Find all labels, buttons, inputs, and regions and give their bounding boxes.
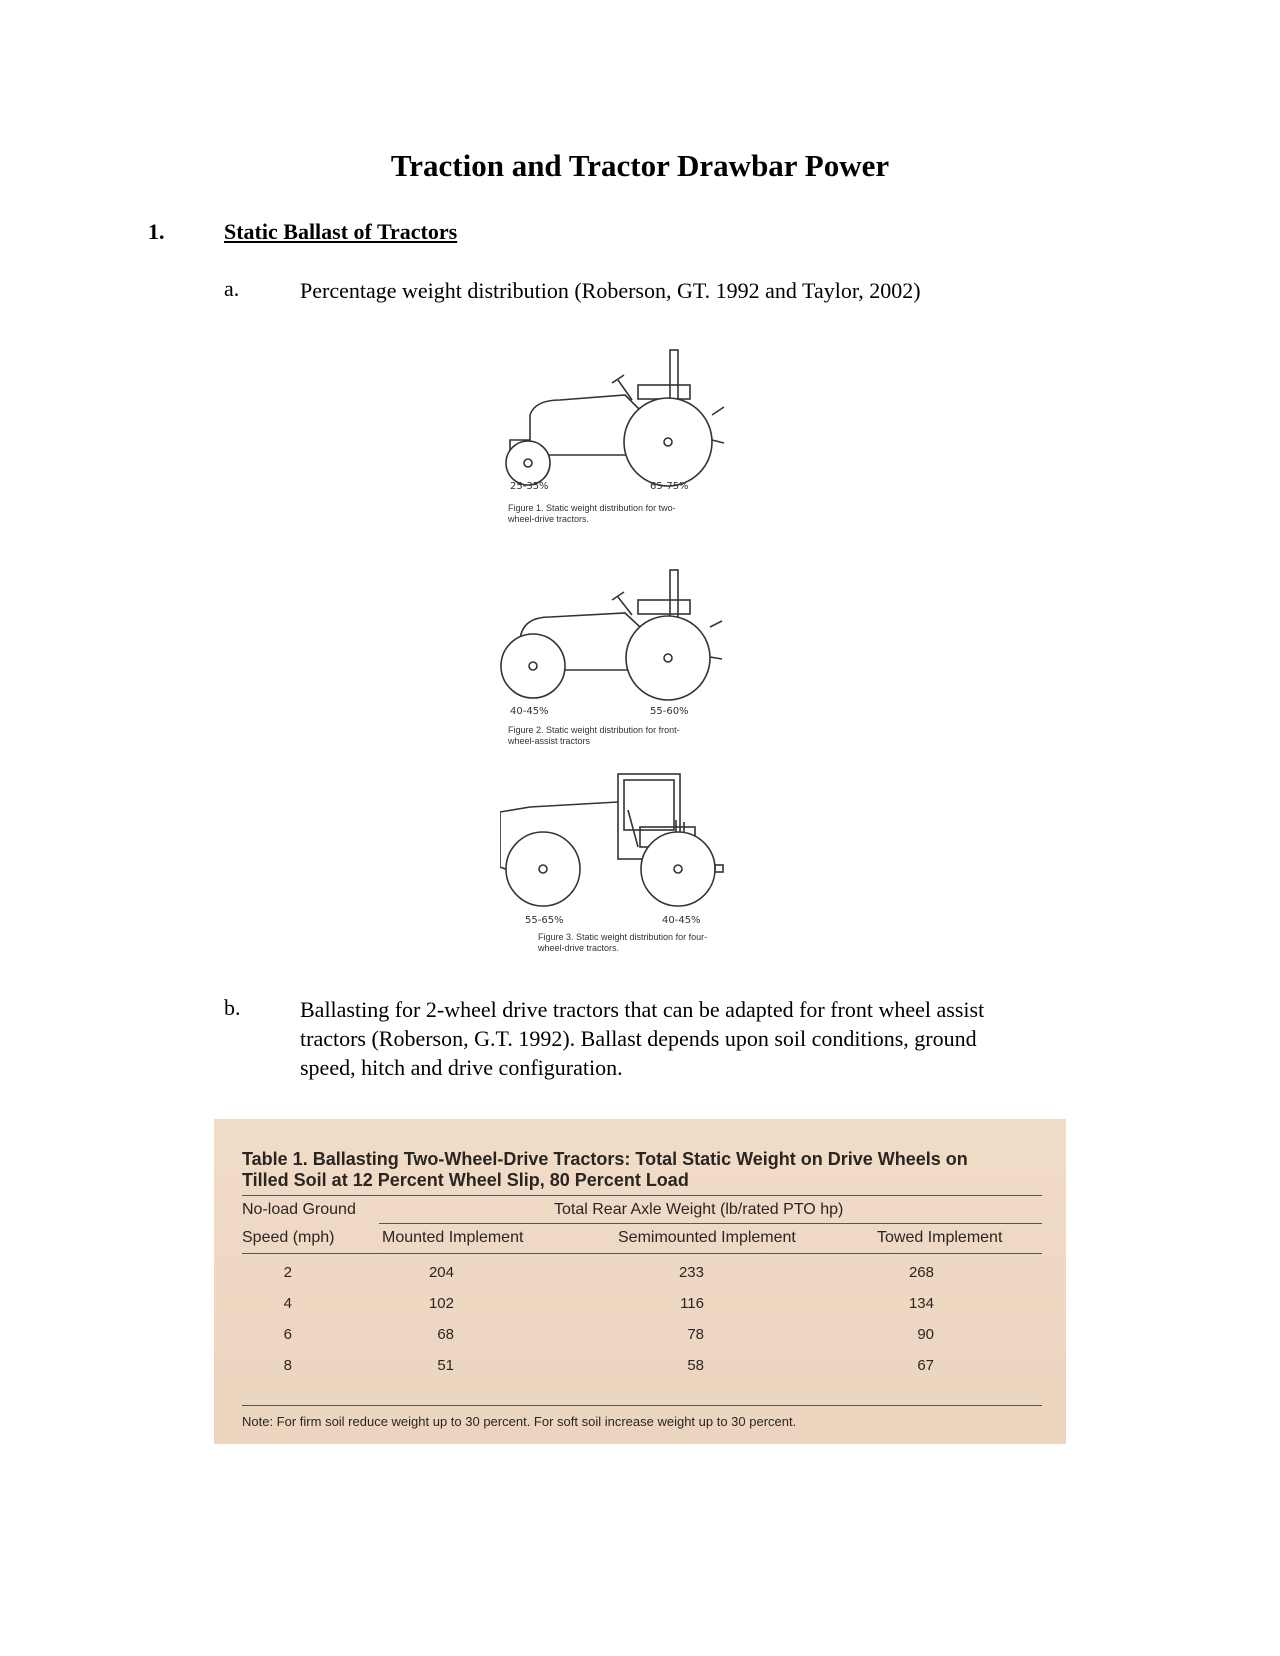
section-title: Static Ballast of Tractors: [224, 219, 458, 244]
cell-mounted: 102: [428, 1295, 454, 1312]
cell-speed: 6: [283, 1326, 292, 1343]
item-b-label: b.: [224, 995, 241, 1020]
cell-mounted: 51: [437, 1357, 454, 1374]
table-title: Table 1. Ballasting Two-Wheel-Drive Tractors: Total Static Weight on Drive Wheels on Tilled Soil at 12 Percent Wheel Slip, 80 Percent Load: [242, 1149, 968, 1190]
cell-semimounted: 233: [678, 1264, 704, 1281]
rear-axle-percent: 65-75%: [650, 481, 689, 492]
cell-mounted: 204: [428, 1264, 454, 1281]
item-b-text: Ballasting for 2-wheel drive tractors that can be adapted for front wheel assist tractors (Roberson, G.T. 1992). Ballast depends upon soil conditions, ground speed, hitch and drive configuration.: [300, 997, 985, 1080]
figure-two-wheel-drive: [500, 345, 770, 560]
header-towed-implement: Towed Implement: [877, 1229, 1003, 1246]
rear-axle-percent: 55-60%: [650, 706, 689, 717]
table-top-rule: [242, 1195, 1042, 1196]
front-axle-percent: 25-35%: [510, 481, 549, 492]
figure-caption: Figure 2. Static weight distribution for front- wheel-assist tractors: [508, 725, 680, 746]
group-header-rule: [379, 1223, 1042, 1224]
table-bottom-rule: [242, 1405, 1042, 1406]
page-title: Traction and Tractor Drawbar Power: [390, 148, 890, 183]
item-a-text: Percentage weight distribution (Roberson, GT. 1992 and Taylor, 2002): [300, 278, 921, 303]
cell-mounted: 68: [437, 1326, 454, 1343]
cell-semimounted: 78: [687, 1326, 704, 1343]
figure-four-wheel-drive: [500, 772, 770, 967]
header-speed-line1: No-load Ground: [242, 1201, 356, 1218]
front-axle-percent: 40-45%: [510, 706, 549, 717]
front-axle-percent: 55-65%: [525, 915, 564, 926]
tractor-4wd-drawing: [500, 772, 770, 917]
tractor-fwa-drawing: [500, 565, 770, 715]
section-number: 1.: [148, 219, 165, 244]
cell-towed: 90: [917, 1326, 934, 1343]
figure-front-wheel-assist: [500, 565, 770, 765]
figure-caption: Figure 1. Static weight distribution for two- wheel-drive tractors.: [508, 503, 676, 524]
cell-speed: 4: [283, 1295, 292, 1312]
cell-towed: 67: [917, 1357, 934, 1374]
header-semimounted-implement: Semimounted Implement: [618, 1229, 796, 1246]
ballast-table: [214, 1119, 1066, 1444]
header-mounted-implement: Mounted Implement: [382, 1229, 524, 1246]
cell-towed: 268: [908, 1264, 934, 1281]
figure-caption: Figure 3. Static weight distribution for four- wheel-drive tractors.: [538, 932, 708, 953]
cell-semimounted: 58: [687, 1357, 704, 1374]
cell-speed: 2: [283, 1264, 292, 1281]
table-note: Note: For firm soil reduce weight up to 30 percent. For soft soil increase weight up to 30 percent.: [242, 1414, 797, 1429]
cell-semimounted: 116: [680, 1295, 704, 1312]
item-a-label: a.: [224, 276, 240, 301]
header-speed-line2: Speed (mph): [242, 1229, 335, 1246]
cell-towed: 134: [908, 1295, 934, 1312]
header-rear-axle-weight: Total Rear Axle Weight (lb/rated PTO hp): [554, 1201, 844, 1218]
cell-speed: 8: [283, 1357, 292, 1374]
rear-axle-percent: 40-45%: [662, 915, 701, 926]
header-bottom-rule: [242, 1253, 1042, 1254]
